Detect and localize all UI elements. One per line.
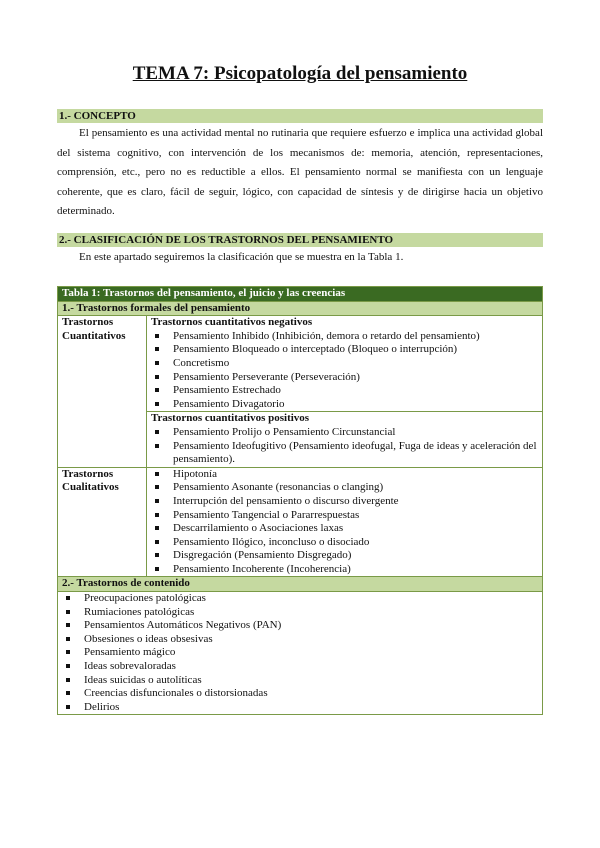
list-item: Delirios [62,701,538,715]
positive-list [151,426,538,467]
list-item: Pensamiento Asonante (resonancias o clanging) [151,481,538,495]
negative-title: Trastornos cuantitativos negativos [151,316,313,329]
content-cell [58,592,543,715]
negative-list [151,330,538,412]
content-list [62,592,538,714]
list-item: Pensamiento Ideofugitivo (Pensamiento ideofugal, Fuga de ideas y aceleración del pensamiento). [151,440,538,467]
list-item: Ideas sobrevaloradas [62,660,538,674]
content-disorders-heading: 2.- Trastornos de contenido [58,577,543,592]
negative-cell [147,316,543,412]
list-item: Pensamiento Inhibido (Inhibición, demora o retardo del pensamiento) [151,330,538,344]
qualitative-row [58,467,543,577]
content-heading-row [58,577,543,592]
list-item: Pensamiento Divagatorio [151,398,538,412]
section-heading-clasificacion: 2.- CLASIFICACIÓN DE LOS TRASTORNOS DEL PENSAMIENTO [57,233,543,247]
list-item: Pensamiento Ilógico, inconcluso o disociado [151,536,538,550]
list-item: Pensamiento Tangencial o Pararrespuestas [151,509,538,523]
formal-heading-row [58,301,543,316]
list-item: Pensamiento Incoherente (Incoherencia) [151,563,538,577]
list-item: Interrupción del pensamiento o discurso divergente [151,495,538,509]
list-item: Preocupaciones patológicas [62,592,538,606]
list-item: Pensamiento Estrechado [151,384,538,398]
page-title: TEMA 7: Psicopatología del pensamiento [132,63,468,84]
list-item: Hipotonía [151,468,538,482]
disorders-table [57,286,543,715]
positive-title: Trastornos cuantitativos positivos [151,412,310,425]
list-item: Descarrilamiento o Asociaciones laxas [151,522,538,536]
list-item: Disgregación (Pensamiento Disgregado) [151,549,538,563]
list-item: Pensamientos Automáticos Negativos (PAN) [62,619,538,633]
list-item: Rumiaciones patológicas [62,606,538,620]
classification-intro: En este apartado seguiremos la clasificación que se muestra en la Tabla 1. [79,251,404,263]
section-heading-concepto: 1.- CONCEPTO [57,109,543,123]
list-item: Pensamiento Bloqueado o interceptado (Bloqueo o interrupción) [151,343,538,357]
list-item: Creencias disfuncionales o distorsionadas [62,687,538,701]
list-item: Concretismo [151,357,538,371]
content-row [58,592,543,715]
quantitative-negative-row [58,316,543,412]
table-caption: Tabla 1: Trastornos del pensamiento, el juicio y las creencias [58,287,543,302]
table-caption-row [58,287,543,302]
concept-paragraph: El pensamiento es una actividad mental no rutinaria que requiere esfuerzo e implica una actividad global del sistema cognitivo, con intervención de los mecanismos de: memoria, atención, representaciones, comprensión, etc., pero no es reductible a ellos. El pensamiento normal se manifiesta con un lenguaje coherente, que es claro, fácil de seguir, lógico, con capacidad de síntesis y de dirigirse hacia un objetivo determinado. [57,127,543,218]
qualitative-label: Trastornos Cualitativos [58,467,147,577]
positive-cell [147,412,543,467]
qualitative-cell [147,467,543,577]
qualitative-list [151,468,538,577]
list-item: Pensamiento Prolijo o Pensamiento Circunstancial [151,426,538,440]
formal-disorders-heading: 1.- Trastornos formales del pensamiento [58,301,543,316]
list-item: Pensamiento Perseverante (Perseveración) [151,371,538,385]
quantitative-label: Trastornos Cuantitativos [58,316,147,468]
list-item: Obsesiones o ideas obsesivas [62,633,538,647]
list-item: Ideas suicidas o autolíticas [62,674,538,688]
list-item: Pensamiento mágico [62,646,538,660]
